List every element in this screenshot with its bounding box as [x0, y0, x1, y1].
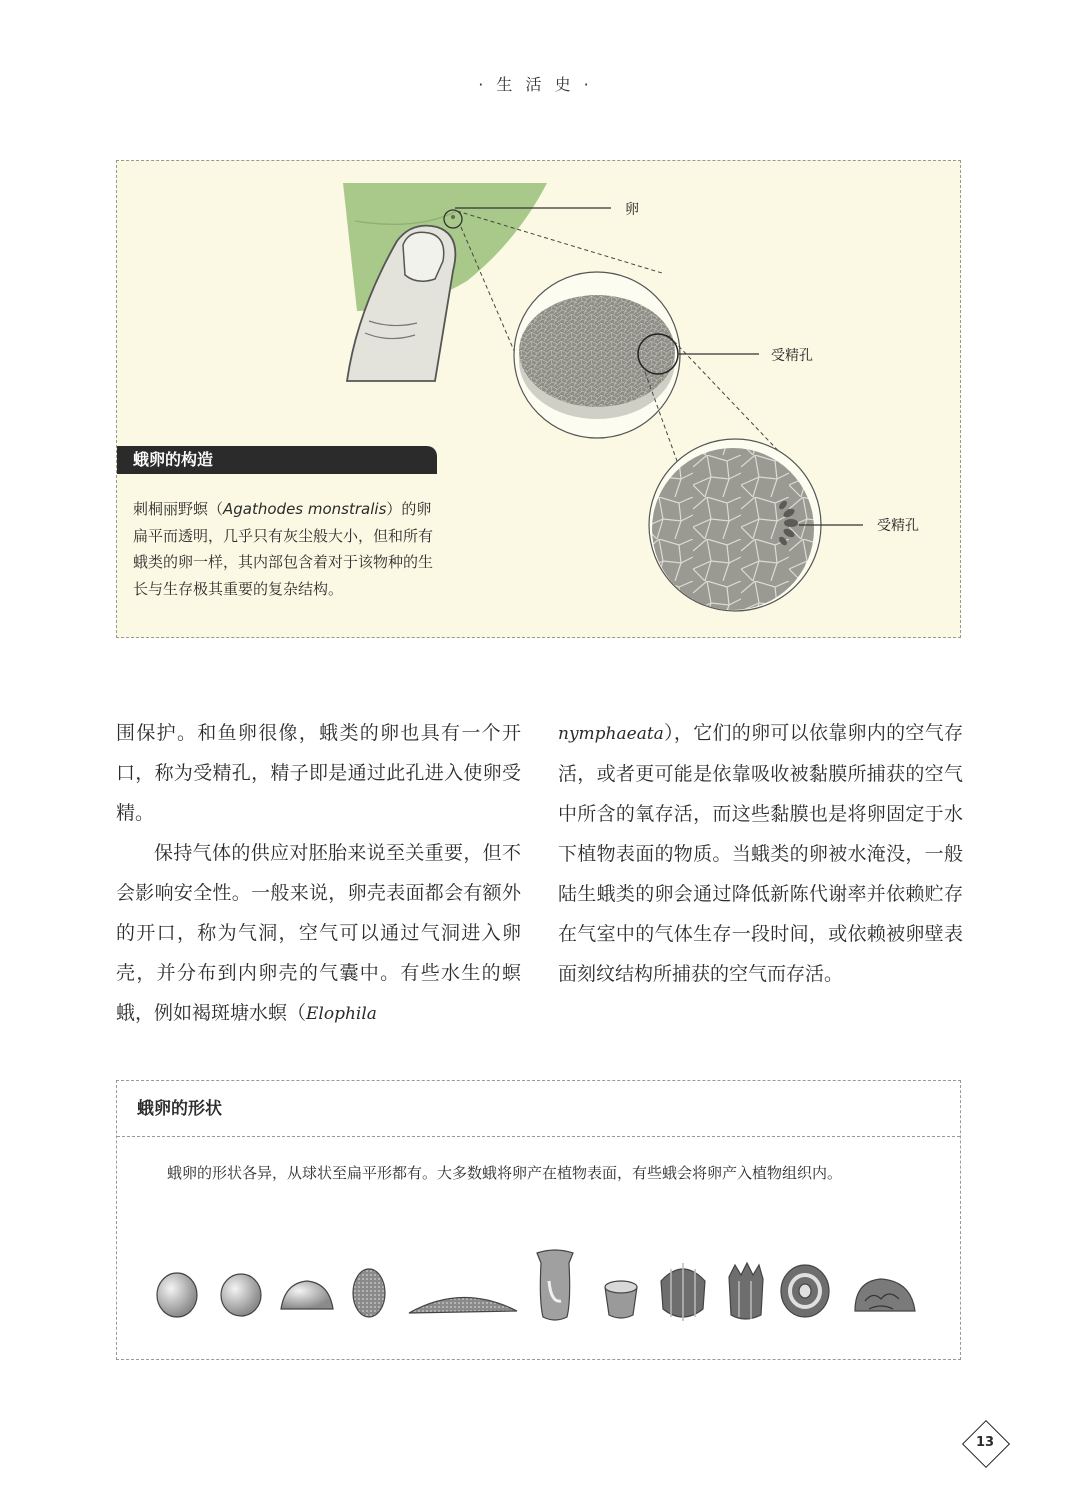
- egg-surface: [519, 295, 675, 407]
- egg-shape-dome: [281, 1281, 333, 1309]
- paragraph: nymphaeata），它们的卵可以依靠卵内的空气存活，或者更可能是依靠吸收被黏膜所捕获的空气中所含的氧存活，而这些黏膜也是将卵固定于水下植物表面的物质。当蛾类的卵被水淹没，一般陆生蛾类的卵会通过降低新陈代谢率并依赖贮存在气室中的气体生存一段时间，或依赖被卵壁表面刻纹结构所捕获的空气而存活。: [558, 722, 963, 985]
- egg-shape-sphere-1: [157, 1273, 197, 1317]
- page-number: 13: [962, 1420, 1008, 1466]
- label-micropyle-mid: 受精孔: [771, 348, 813, 364]
- sidebar-title: 蛾卵的构造: [117, 446, 437, 474]
- shapes-title: 蛾卵的形状: [117, 1081, 960, 1137]
- body-column-right: [558, 713, 963, 994]
- egg-shape-sphere-2: [221, 1274, 261, 1316]
- species-name: Agathodes monstralis: [223, 500, 387, 518]
- body-column-left: [116, 713, 521, 1034]
- egg-shape-ovoid: [353, 1269, 385, 1317]
- species-name: Elophila: [306, 1004, 377, 1024]
- shapes-text: 蛾卵的形状各异，从球状至扁平形都有。大多数蛾将卵产在植物表面，有些蛾会将卵产入植物组织内。: [167, 1164, 843, 1182]
- paragraph: 围保护。和鱼卵很像，蛾类的卵也具有一个开口，称为受精孔，精子即是通过此孔进入使卵受精。: [116, 722, 521, 824]
- sidebar-caption: 刺桐丽野螟（Agathodes monstralis）的卵扁平而透明，几乎只有灰尘般大小，但和所有蛾类的卵一样，其内部包含着对于该物种的生长与生存极其重要的复杂结构。: [133, 500, 434, 598]
- egg-shapes-box: [116, 1080, 961, 1360]
- label-micropyle-big: 受精孔: [877, 518, 919, 534]
- fingernail-shape: [403, 232, 444, 281]
- species-name: nymphaeata: [558, 724, 664, 744]
- egg-shape-crown: [729, 1263, 763, 1319]
- paragraph: 保持气体的供应对胚胎来说至关重要，但不会影响安全性。一般来说，卵壳表面都会有额外的开口，称为气洞，空气可以通过气洞进入卵壳，并分布到内卵壳的气囊中。有些水生的螟蛾，例如褐斑塘水螟（Elophila: [116, 842, 521, 1024]
- label-egg: 卵: [625, 202, 639, 218]
- egg-shape-flat: [409, 1297, 517, 1313]
- running-header: · 生 活 史 ·: [478, 75, 593, 94]
- micropyle-surface: [652, 448, 814, 610]
- egg-shape-vase: [537, 1250, 573, 1320]
- egg-shapes-illustration: [117, 1241, 960, 1341]
